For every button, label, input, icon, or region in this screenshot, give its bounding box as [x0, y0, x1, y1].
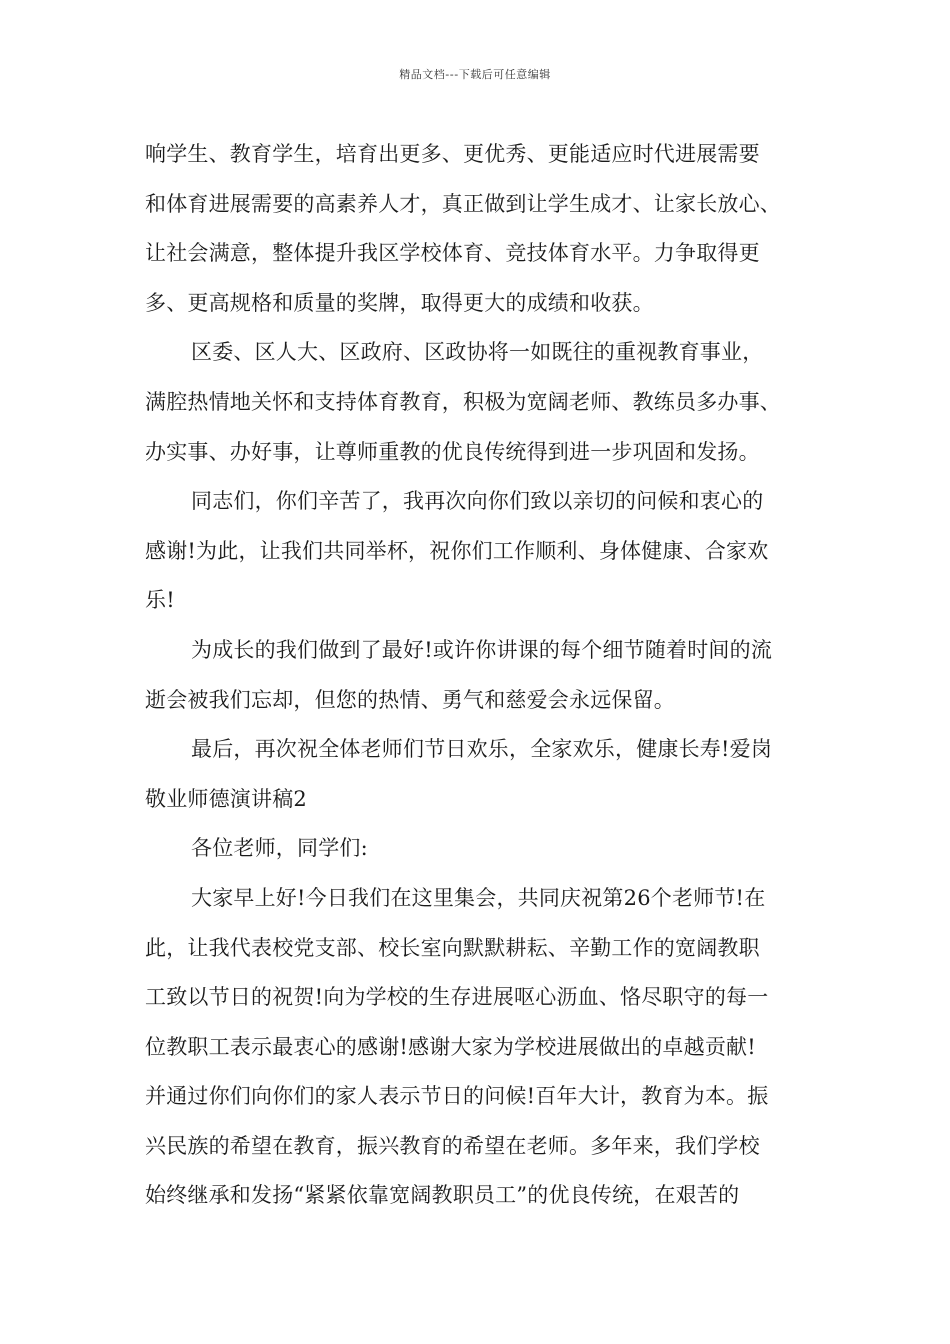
text-line: 始终继承和发扬“紧紧依靠宽阔教职员工”的优良传统，在艰苦的 — [145, 1183, 740, 1208]
text-line: 最后，再次祝全体老师们节日欢乐，全家欢乐，健康长寿!爱岗 — [191, 737, 773, 762]
text-line: 各位老师，同学们: — [191, 836, 368, 861]
text-line: 大家早上好!今日我们在这里集会，共同庆祝第26个老师节!在 — [191, 885, 766, 910]
text-line: 逝会被我们忘却，但您的热情、勇气和慈爱会永远保留。 — [145, 687, 675, 712]
text-line: 敬业师德演讲稿2 — [145, 786, 307, 811]
text-line: 响学生、教育学生，培育出更多、更优秀、更能适应时代进展需要 — [145, 142, 760, 166]
text-line: 多、更高规格和质量的奖牌，取得更大的成绩和收获。 — [145, 290, 654, 315]
text-line: 和体育进展需要的高素养人才，真正做到让学生成才、让家长放心、 — [145, 191, 781, 216]
text-line: 并通过你们向你们的家人表示节日的问候!百年大计，教育为本。振 — [145, 1084, 769, 1109]
text-line: 此，让我代表校党支部、校长室向默默耕耘、辛勤工作的宽阔教职 — [145, 935, 760, 960]
text-line: 为成长的我们做到了最好!或许你讲课的每个细节随着时间的流 — [191, 637, 773, 662]
document-body — [145, 130, 810, 1221]
text-line: 位教职工表示最衷心的感谢!感谢大家为学校进展做出的卓越贡献! — [145, 1034, 756, 1059]
text-line: 感谢!为此，让我们共同举杯，祝你们工作顺利、身体健康、合家欢 — [145, 538, 769, 563]
text-line: 工致以节日的祝贺!向为学校的生存进展呕心沥血、恪尽职守的每一 — [145, 985, 769, 1010]
text-line: 让社会满意，整体提升我区学校体育、竞技体育水平。力争取得更 — [145, 241, 760, 266]
text-line: 同志们，你们辛苦了，我再次向你们致以亲切的问候和衷心的 — [191, 489, 764, 514]
text-line: 乐! — [145, 588, 175, 613]
text-line: 兴民族的希望在教育，振兴教育的希望在老师。多年来，我们学校 — [145, 1133, 760, 1158]
text-line: 办实事、办好事，让尊师重教的优良传统得到进一步巩固和发扬。 — [145, 439, 760, 464]
text-line: 区委、区人大、区政府、区政协将一如既往的重视教育事业， — [191, 340, 764, 365]
text-line: 满腔热情地关怀和支持体育教育，积极为宽阔老师、教练员多办事、 — [145, 389, 781, 414]
page-header: 精品文档---下载后可任意编辑 — [399, 68, 551, 81]
